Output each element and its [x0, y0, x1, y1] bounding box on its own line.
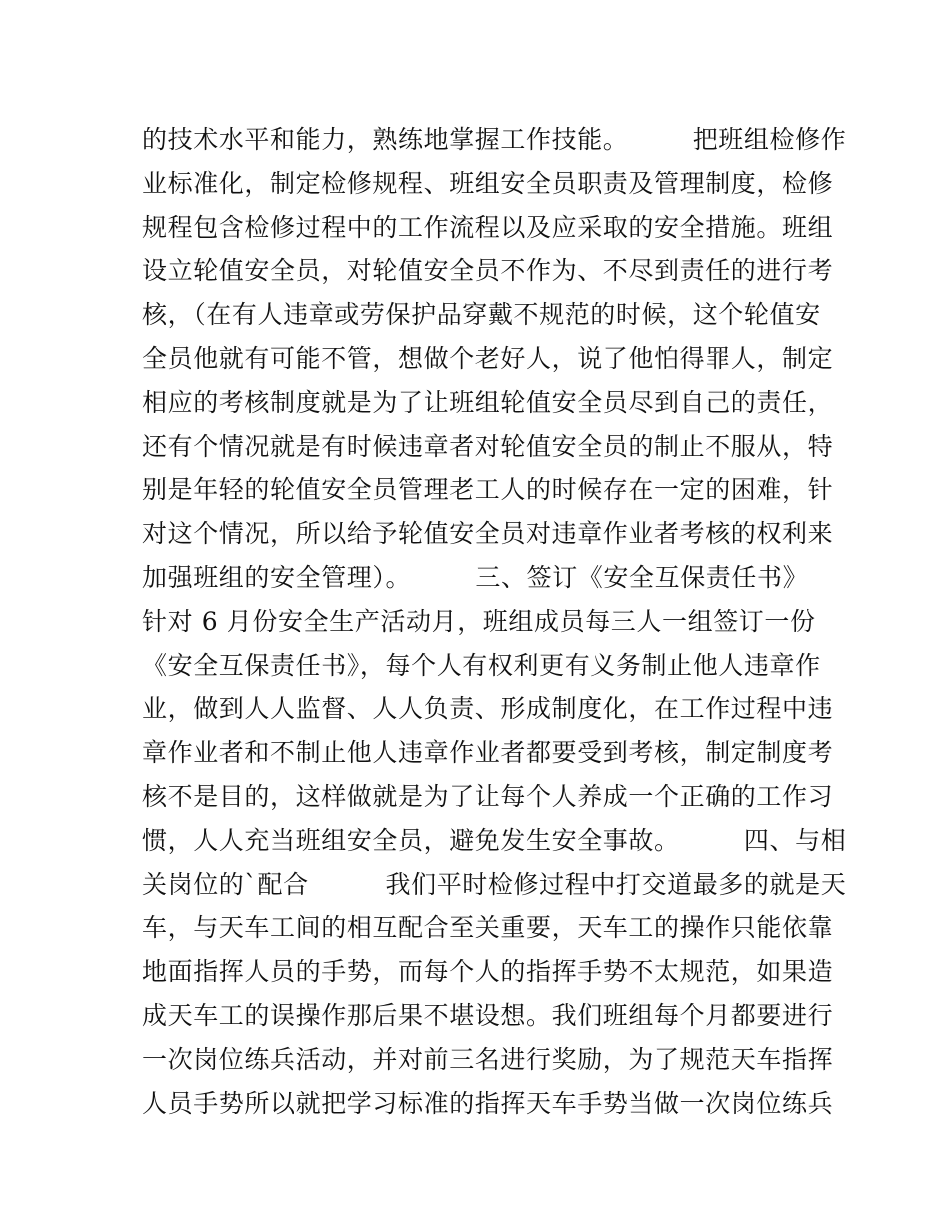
text-line: 《安全互保责任书》，每个人有权利更有义务制止他人违章作 [142, 650, 821, 680]
text-line: 相应的考核制度就是为了让班组轮值安全员尽到自己的责任， [142, 387, 834, 417]
text-line: 设立轮值安全员，对轮值安全员不作为、不尽到责任的进行考 [142, 256, 834, 286]
text-line: 全员他就有可能不管，想做个老好人，说了他怕得罪人，制定 [142, 343, 834, 373]
text-line: 别是年轻的轮值安全员管理老工人的时候存在一定的困难，针 [142, 475, 834, 505]
text-line: 章作业者和不制止他人违章作业者都要受到考核，制定制度考 [142, 738, 834, 768]
text-line: 车，与天车工间的相互配合至关重要，天车工的操作只能依靠 [142, 913, 834, 943]
text-line: 一次岗位练兵活动，并对前三名进行奖励，为了规范天车指挥 [142, 1044, 834, 1074]
text-line: 核不是目的，这样做就是为了让每个人养成一个正确的工作习 [142, 781, 834, 811]
text-line: 业标准化，制定检修规程、班组安全员职责及管理制度，检修 [142, 168, 834, 198]
text-line: 规程包含检修过程中的工作流程以及应采取的安全措施。班组 [142, 212, 834, 242]
text-line: 地面指挥人员的手势，而每个人的指挥手势不太规范，如果造 [142, 957, 834, 987]
text-line: 成天车工的误操作那后果不堪设想。我们班组每个月都要进行 [142, 1000, 834, 1030]
text-line: 业，做到人人监督、人人负责、形成制度化，在工作过程中违 [142, 694, 834, 724]
text-line: 核，（在有人违章或劳保护品穿戴不规范的时候，这个轮值安 [142, 300, 821, 330]
text-line: 加强班组的安全管理）。 三、签订《安全互保责任书》 [142, 562, 809, 592]
text-line: 针对 6 月份安全生产活动月，班组成员每三人一组签订一份 [142, 606, 816, 636]
text-line: 的技术水平和能力，熟练地掌握工作技能。 把班组检修作 [142, 125, 847, 154]
text-line: 对这个情况，所以给予轮值安全员对违章作业者考核的权利来 [142, 519, 834, 549]
body-text [142, 118, 847, 1125]
text-line: 人员手势所以就把学习标准的指挥天车手势当做一次岗位练兵 [142, 1088, 834, 1118]
text-line: 还有个情况就是有时候违章者对轮值安全员的制止不服从，特 [142, 431, 834, 461]
text-line: 关岗位的`配合 我们平时检修过程中打交道最多的就是天 [142, 869, 847, 899]
text-line: 惯，人人充当班组安全员，避免发生安全事故。 四、与相 [142, 825, 847, 855]
